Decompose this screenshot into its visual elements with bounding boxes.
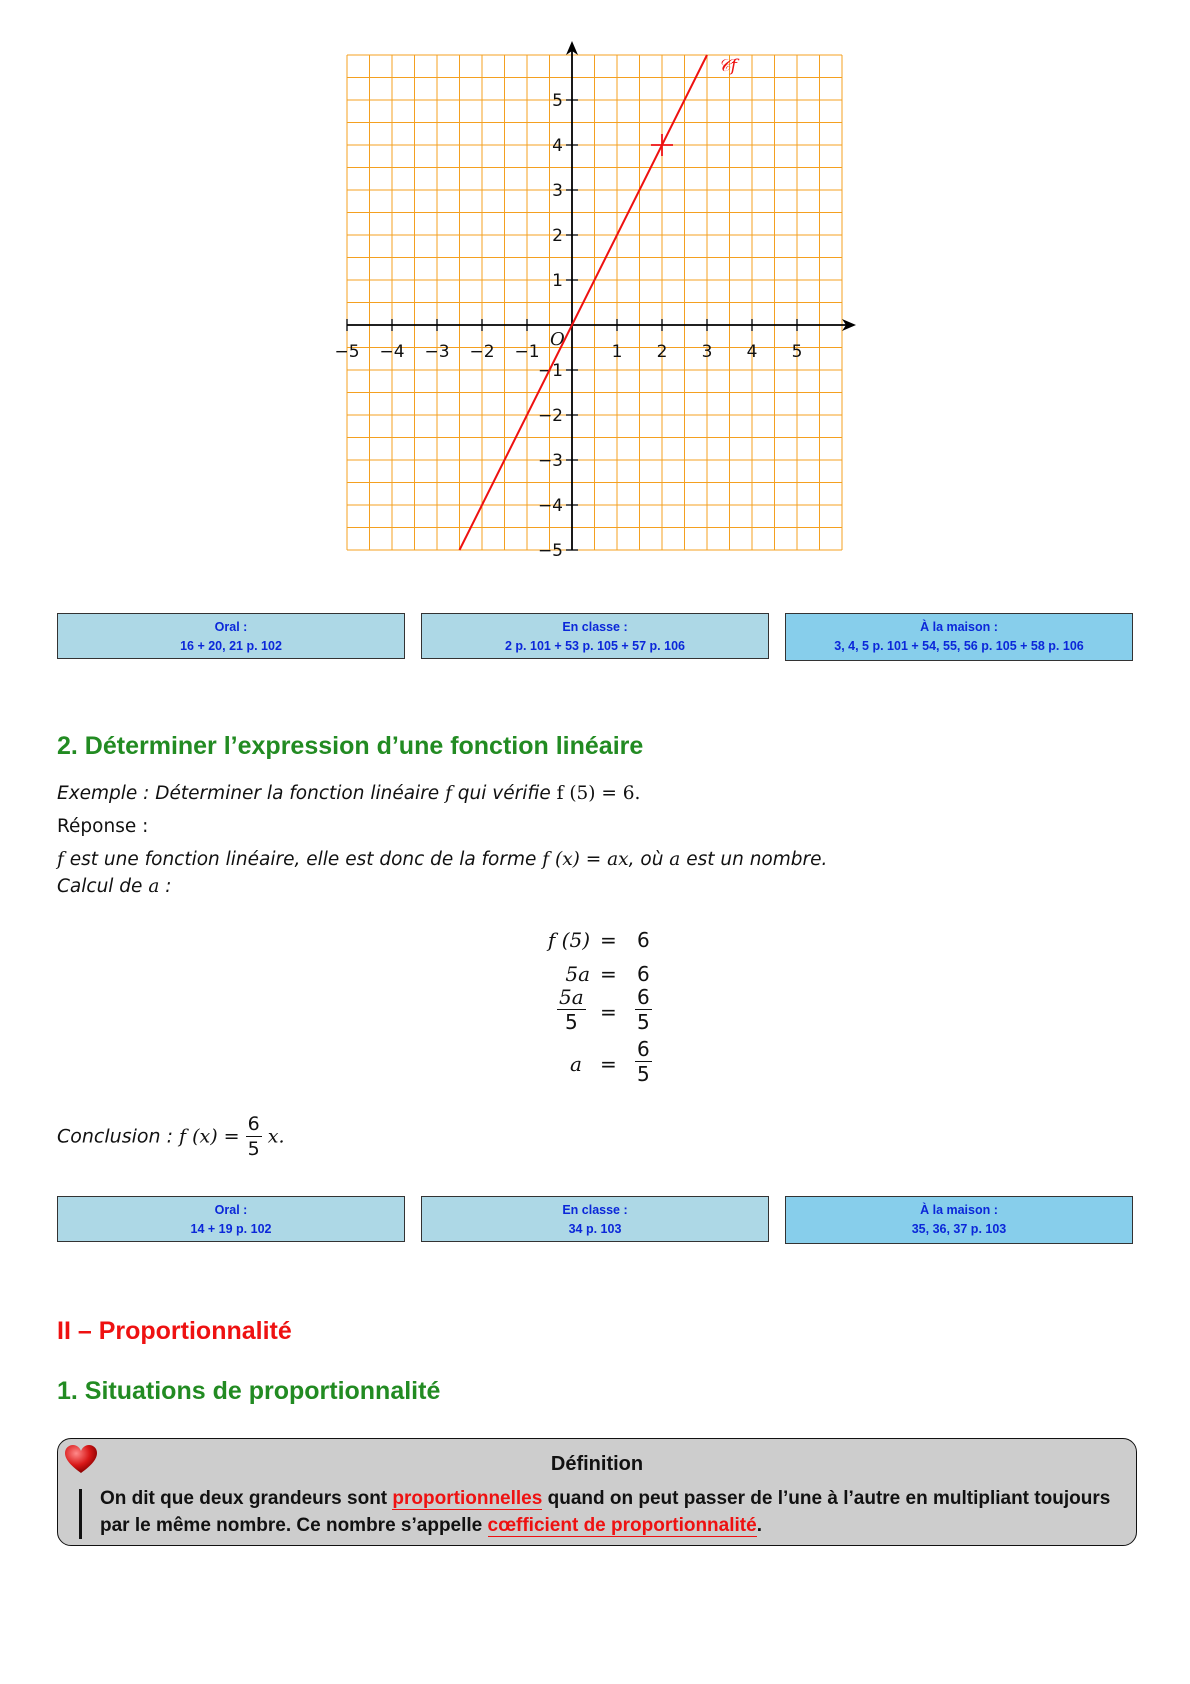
eq4-rhs: $\frac{6}{5}$ [637,1037,650,1086]
classe-box [421,613,769,659]
maison-title: À la maison : [920,620,998,634]
part-dash: – [70,1317,99,1345]
conclusion-x: x. [267,1125,285,1148]
curve-label: 𝒞f [718,55,737,76]
definition-title: Définition [550,1453,644,1475]
x-tick-label: −1 [514,342,540,362]
x-tick-label: 3 [701,342,713,362]
y-tick-label: −4 [537,496,563,516]
x-tick-label: 5 [791,342,803,362]
definition-bar [79,1489,82,1539]
y-tick-label: 1 [552,271,563,291]
line1-c: est un nombre. [680,849,828,870]
example-cond: f (5) = 6. [556,783,641,804]
x-tick-label: −5 [334,342,360,362]
eq3-lhs: $\frac{5a}{5}$ [559,985,584,1034]
eq2-sign: = [600,962,617,986]
y-tick-label: 3 [552,181,563,201]
classe-refs-2: 34 p. 103 [568,1222,622,1236]
part-number: II [57,1317,71,1345]
conclusion-fraction: $\frac{6}{5}$ [247,1113,260,1160]
answer-label: Réponse : [57,816,149,837]
origin-label: O [550,329,565,350]
x-tick-label: −4 [379,342,405,362]
y-tick-label: 2 [552,226,563,246]
line1-var: a [669,849,681,870]
answer-line-1 [57,849,827,870]
example-mid: qui vérifie [451,783,557,804]
x-tick-label: 4 [746,342,758,362]
tick-labels [334,91,802,561]
example-line [57,783,640,804]
x-tick-label: −2 [469,342,495,362]
oral-title: Oral : [214,620,248,634]
term-coefficient: cœfficient de proportionnalité [487,1515,757,1536]
y-tick-label: −1 [537,361,563,381]
line1-a: est une fonction linéaire, elle est donc de la forme [63,849,543,870]
eq3-sign: = [600,1000,617,1024]
eq3-rhs: $\frac{6}{5}$ [637,985,650,1034]
maison-box-2 [785,1196,1133,1244]
function-graph [300,40,860,570]
def-text-1: On dit que deux grandeurs sont [100,1488,393,1509]
sub-heading: 1. Situations de proportionnalité [57,1377,441,1405]
x-tick-label: −3 [424,342,450,362]
example-f: f [445,783,452,804]
x-tick-label: 2 [656,342,668,362]
line1-f: f [57,849,64,870]
def-text-3: . [756,1515,762,1536]
oral-box [57,613,405,659]
example-prefix: Exemple : Déterminer la fonction linéaire [57,783,446,804]
maison-box [785,613,1133,661]
maison-refs-2: 35, 36, 37 p. 103 [911,1222,1007,1236]
calc-var: a [148,876,160,897]
line1-form: f (x) = ax [542,849,629,870]
axes [347,41,856,550]
grid [347,55,842,550]
eq1-rhs: 6 [637,928,650,952]
y-tick-label: −2 [537,406,563,426]
conclusion-fx: f (x) = [179,1125,240,1148]
calc-line [57,876,171,897]
eq1-lhs: f (5) [547,928,590,952]
y-tick-label: 4 [552,136,563,156]
classe-refs: 2 p. 101 + 53 p. 105 + 57 p. 106 [505,639,685,653]
eq4-sign: = [600,1052,617,1076]
eq2-rhs: 6 [637,962,650,986]
classe-title: En classe : [562,620,628,634]
def-text-2: quand on peut passer de l’une à l’autre en multipliant toujours par le même nombre. Ce nombre s’appelle [100,1488,1111,1536]
oral-refs-2: 14 + 19 p. 102 [190,1222,272,1236]
classe-box-2 [421,1196,769,1242]
oral-title-2: Oral : [214,1203,248,1217]
calc-prefix: Calcul de [57,876,149,897]
maison-refs: 3, 4, 5 p. 101 + 54, 55, 56 p. 105 + 58 p. 106 [834,639,1084,653]
exercise-row-2 [57,1196,1133,1244]
maison-title-2: À la maison : [920,1203,998,1217]
eq2-lhs: 5a [565,962,590,986]
part-heading [57,1317,292,1346]
eq1-sign: = [600,928,617,952]
term-proportionnelles: proportionnelles [392,1488,543,1509]
eq4-lhs: a [570,1052,582,1076]
definition-box [57,1438,1137,1546]
calc-suffix: : [159,876,172,897]
definition-text [100,1485,1120,1539]
conclusion-line [57,1112,285,1161]
conclusion-prefix: Conclusion : [57,1125,180,1148]
exercise-row-1 [57,613,1133,661]
y-tick-label: −3 [537,451,563,471]
classe-title-2: En classe : [562,1203,628,1217]
x-tick-label: 1 [611,342,623,362]
oral-refs: 16 + 20, 21 p. 102 [180,639,282,653]
y-tick-label: 5 [552,91,563,111]
oral-box-2 [57,1196,405,1242]
part-title: Proportionnalité [98,1317,292,1345]
y-tick-label: −5 [537,541,563,561]
line1-b: , où [628,849,670,870]
section-heading: 2. Déterminer l’expression d’une fonction linéaire [57,732,644,760]
